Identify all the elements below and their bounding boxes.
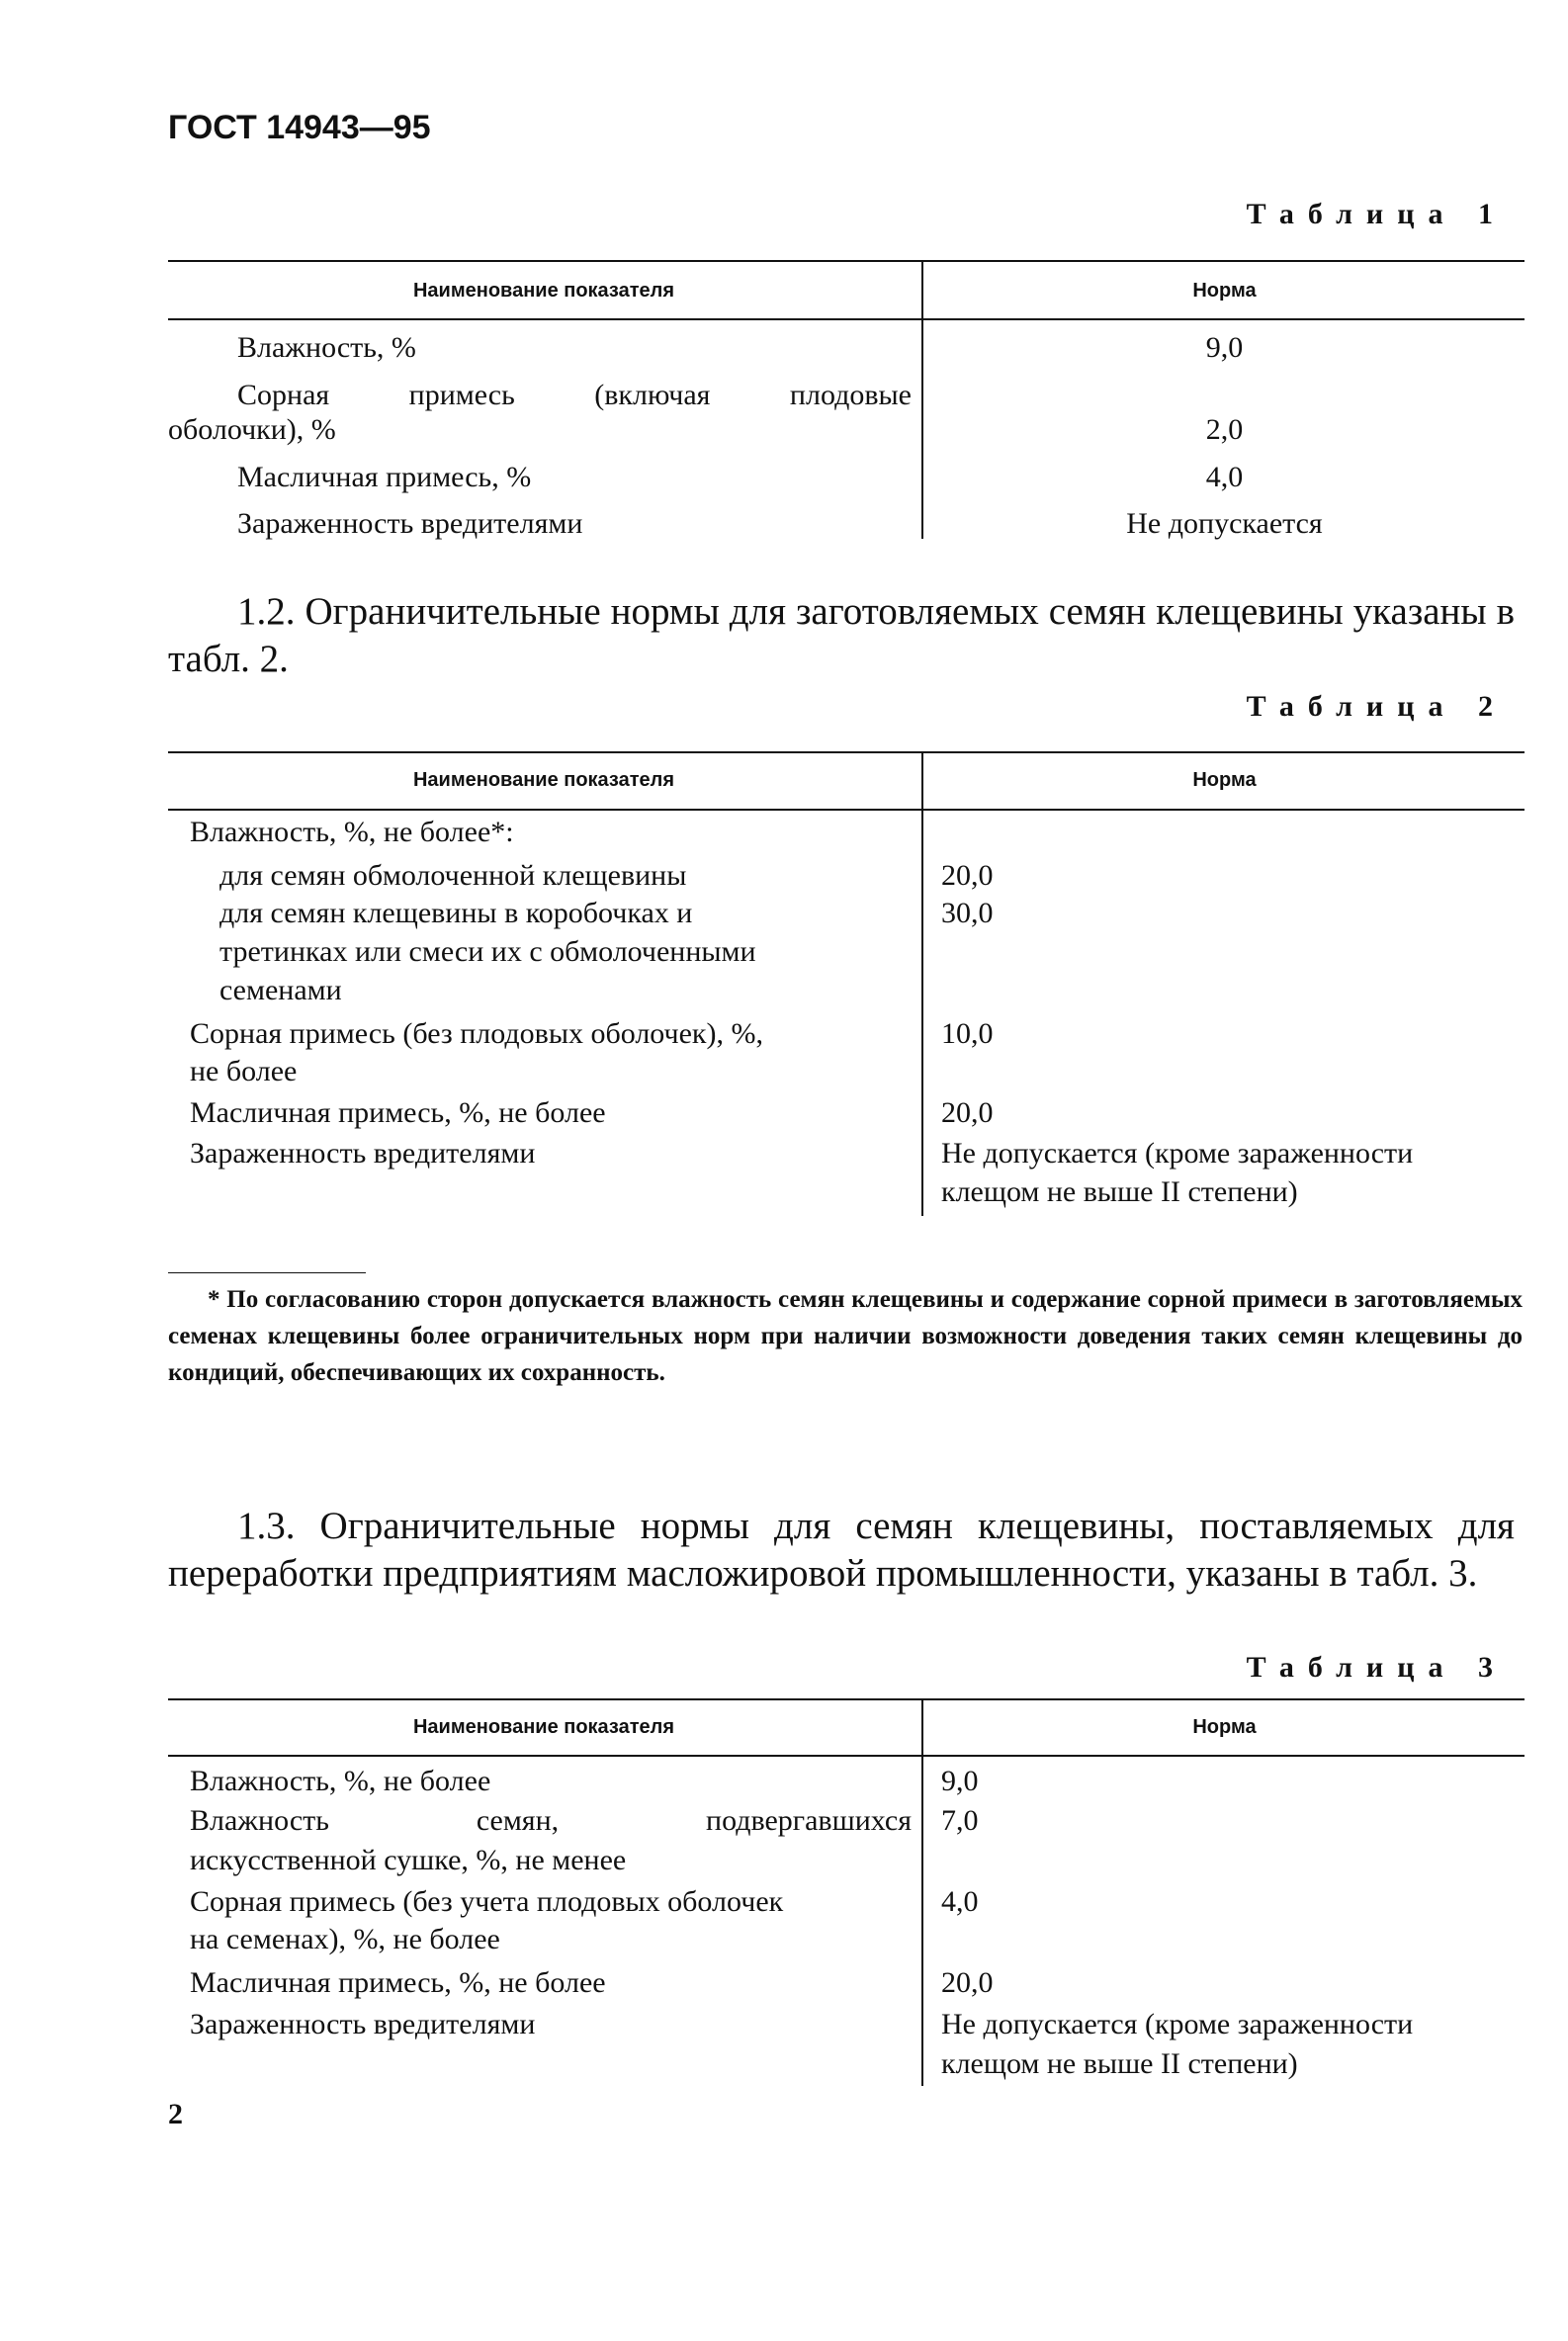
table-row-name: искусственной сушке, %, не менее (190, 1844, 627, 1876)
page-number: 2 (168, 2098, 183, 2130)
table-row-name: Масличная примесь, %, не более (190, 1096, 606, 1129)
table3-top-rule (168, 1698, 1524, 1700)
table-row-name: для семян клещевины в коробочках и (219, 897, 693, 929)
table1-header-rule (168, 318, 1524, 320)
table1-column-divider (921, 260, 923, 539)
table-row-name: семенами (219, 974, 342, 1006)
table-row-name: третинках или смеси их с обмолоченными (219, 935, 756, 968)
table-row-name: Сорная примесь (без плодовых оболочек), %, (190, 1017, 763, 1050)
table-row-name: Сорная примесь (включая плодовые (237, 379, 912, 411)
footnote-text: * По согласованию сторон допускается влажность семян клещевины и содержание сорной примеси в заготовляемых семенах клещевины более ограничительных норм при наличии возможности доведения таких семян клещевины до кондиций, обеспечивающих их сохранность. (168, 1286, 1523, 1386)
table3-col-norm-header: Норма (1192, 1716, 1257, 1738)
table2-header-rule (168, 809, 1524, 811)
table-row-name: не более (190, 1055, 298, 1087)
table3-header-rule (168, 1755, 1524, 1757)
table-row-name: Влажность, %, не более (190, 1765, 491, 1797)
paragraph-1-3 (168, 1503, 1515, 1598)
table-row-name: Влажность семян, подвергавшихся (190, 1804, 912, 1837)
table3-col-name-header: Наименование показателя (412, 1716, 675, 1738)
table-row-name: оболочки), % (168, 413, 336, 446)
table-row-value: клещом не выше II степени) (941, 1175, 1298, 1208)
table-row-name: Зараженность вредителями (190, 1137, 536, 1170)
paragraph-1-2-text: 1.2. Ограничительные нормы для заготовляемых семян клещевины указаны в табл. 2. (168, 590, 1515, 680)
table-row-value: клещом не выше II степени) (941, 2047, 1298, 2080)
table-row-value: 20,0 (941, 1966, 994, 1999)
table-row-value: 10,0 (941, 1017, 994, 1050)
table-row-value: 9,0 (941, 1765, 979, 1797)
table-row-name: Влажность, %, не более*: (190, 816, 514, 848)
table-row-name: Масличная примесь, %, не более (190, 1966, 606, 1999)
table-row-value: 4,0 (941, 1885, 979, 1918)
table-row-value: 30,0 (941, 897, 994, 929)
table-row-value: 7,0 (941, 1804, 979, 1837)
table1-col-name-header: Наименование показателя (412, 280, 675, 302)
table-row-name: Сорная примесь (без учета плодовых оболочек (190, 1885, 784, 1918)
table-row-value: 20,0 (941, 859, 994, 892)
footnote-rule (168, 1272, 366, 1273)
table-row-value: 20,0 (941, 1096, 994, 1129)
table-row-name: Зараженность вредителями (190, 2008, 536, 2040)
table-row-name: Влажность, % (237, 331, 416, 364)
table-row-value: 2,0 (1205, 413, 1244, 446)
table3-caption: Таблица 3 (1246, 1651, 1507, 1684)
table-row-value: 9,0 (1205, 331, 1244, 364)
table1-top-rule (168, 260, 1524, 262)
table2-top-rule (168, 751, 1524, 753)
paragraph-1-3-text: 1.3. Ограничительные нормы для семян клещевины, поставляемых для переработки предприятиям масложировой промышленности, указаны в табл. 3. (168, 1505, 1515, 1595)
table2-column-divider (921, 751, 923, 1216)
footnote (168, 1281, 1523, 1391)
table-row-name: Масличная примесь, % (237, 461, 532, 493)
table-row-value: 4,0 (1205, 461, 1244, 493)
table3-column-divider (921, 1698, 923, 2086)
table-row-name: для семян обмолоченной клещевины (219, 859, 687, 892)
table-row-name: Зараженность вредителями (237, 507, 583, 540)
table2-caption: Таблица 2 (1246, 690, 1507, 723)
paragraph-1-2 (168, 588, 1515, 683)
document-header: ГОСТ 14943—95 (168, 109, 431, 146)
table-row-value: Не допускается (1126, 507, 1323, 540)
table-row-name: на семенах), %, не более (190, 1923, 500, 1955)
table2-col-name-header: Наименование показателя (412, 769, 675, 791)
table-row-value: Не допускается (кроме зараженности (941, 2008, 1414, 2040)
table1-caption: Таблица 1 (1246, 198, 1507, 230)
table-row-value: Не допускается (кроме зараженности (941, 1137, 1414, 1170)
table1-col-norm-header: Норма (1192, 280, 1257, 302)
table2-col-norm-header: Норма (1192, 769, 1257, 791)
